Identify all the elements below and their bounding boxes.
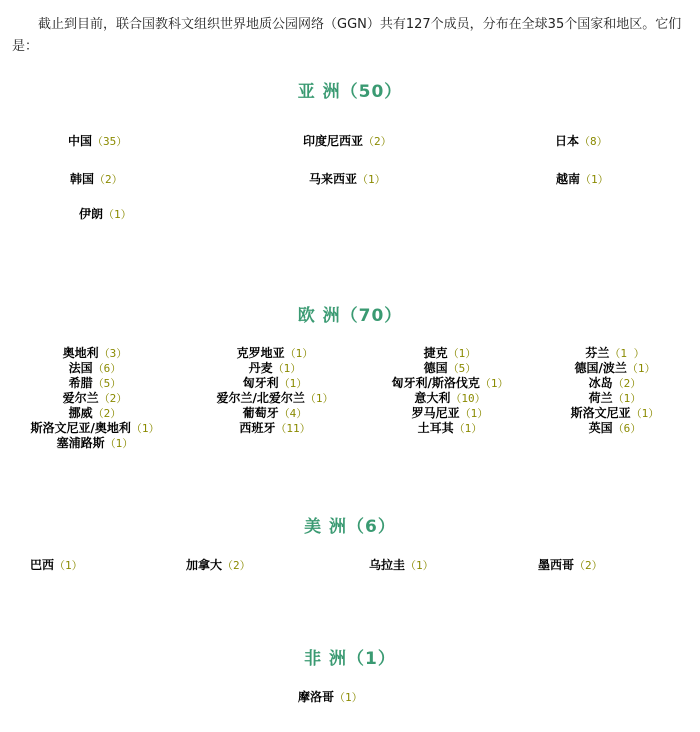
country-count: （1） <box>405 559 434 572</box>
country-name: 冰岛 <box>588 376 613 390</box>
country-name: 乌拉圭 <box>369 558 406 572</box>
country-count: （1 ） <box>609 347 645 360</box>
country-name: 摩洛哥 <box>298 690 335 704</box>
intro-paragraph: 截止到目前，联合国教科文组织世界地质公园网络（GGN）共有127个成员，分布在全球35个国家和地区。它们是： <box>12 17 682 54</box>
country-entry <box>68 134 127 149</box>
country-entry <box>79 207 132 222</box>
country-count: （1） <box>626 362 656 375</box>
country-count: （1） <box>284 347 314 360</box>
country-count: （35） <box>92 135 128 148</box>
europe-column-2 <box>190 346 360 436</box>
country-count: （2） <box>94 173 123 186</box>
country-count: （1） <box>459 407 489 420</box>
europe-column-3 <box>370 346 530 436</box>
country-entry <box>10 346 180 361</box>
country-count: （1） <box>580 173 609 186</box>
country-name: 巴西 <box>30 558 55 572</box>
europe-heading: 欧 洲（70） <box>297 306 403 326</box>
country-count: （3） <box>98 347 128 360</box>
country-name: 罗马尼亚 <box>411 406 460 420</box>
country-name: 匈牙利 <box>242 376 279 390</box>
country-name: 奥地利 <box>62 346 99 360</box>
country-entry <box>540 391 690 406</box>
europe-column-1 <box>10 346 180 451</box>
country-name: 土耳其 <box>417 421 454 435</box>
country-name: 爱尔兰/北爱尔兰 <box>216 391 305 405</box>
country-entry <box>370 406 530 421</box>
country-name: 马来西亚 <box>309 172 358 186</box>
country-name: 葡萄牙 <box>242 406 279 420</box>
country-count: （1） <box>54 559 83 572</box>
country-entry <box>370 346 530 361</box>
country-count: （1） <box>104 437 134 450</box>
country-name: 意大利 <box>414 391 451 405</box>
country-name: 法国 <box>68 361 93 375</box>
country-entry <box>190 376 360 391</box>
country-name: 韩国 <box>70 172 95 186</box>
country-count: （2） <box>92 407 122 420</box>
country-count: （1） <box>334 691 363 704</box>
country-name: 墨西哥 <box>538 558 575 572</box>
country-name: 塞浦路斯 <box>56 436 105 450</box>
country-name: 加拿大 <box>186 558 223 572</box>
country-count: （10） <box>450 392 486 405</box>
country-name: 中国 <box>68 134 93 148</box>
country-entry <box>10 391 180 406</box>
country-entry <box>186 558 251 573</box>
country-entry <box>370 421 530 436</box>
country-count: （4） <box>278 407 308 420</box>
country-entry <box>540 346 690 361</box>
europe-column-4 <box>540 346 690 436</box>
country-name: 希腊 <box>68 376 93 390</box>
country-entry <box>190 421 360 436</box>
country-count: （1） <box>103 208 132 221</box>
country-entry <box>556 172 609 187</box>
country-entry <box>540 376 690 391</box>
country-name: 日本 <box>555 134 580 148</box>
country-name: 捷克 <box>423 346 448 360</box>
country-count: （2） <box>574 559 603 572</box>
country-name: 荷兰 <box>588 391 613 405</box>
country-entry <box>190 406 360 421</box>
country-name: 爱尔兰 <box>62 391 99 405</box>
country-entry <box>369 558 434 573</box>
country-count: （2） <box>222 559 251 572</box>
country-entry <box>190 346 360 361</box>
country-name: 斯洛文尼亚 <box>570 406 631 420</box>
country-count: （11） <box>275 422 311 435</box>
country-entry <box>298 690 363 705</box>
country-entry <box>190 391 360 406</box>
country-count: （1） <box>453 422 483 435</box>
country-name: 西班牙 <box>239 421 276 435</box>
country-count: （6） <box>612 422 642 435</box>
country-entry <box>309 172 386 187</box>
country-count: （2） <box>612 377 642 390</box>
country-name: 印度尼西亚 <box>303 134 364 148</box>
country-name: 斯洛文尼亚/奥地利 <box>30 421 131 435</box>
country-count: （5） <box>92 377 122 390</box>
country-name: 英国 <box>588 421 613 435</box>
country-count: （5） <box>447 362 477 375</box>
country-entry <box>540 421 690 436</box>
country-entry <box>540 406 690 421</box>
country-entry <box>555 134 608 149</box>
country-name: 丹麦 <box>248 361 273 375</box>
country-entry <box>10 436 180 451</box>
asia-heading: 亚 洲（50） <box>297 82 403 102</box>
country-entry <box>540 361 690 376</box>
country-entry <box>538 558 603 573</box>
country-name: 德国 <box>423 361 448 375</box>
country-name: 匈牙利/斯洛伐克 <box>391 376 480 390</box>
country-count: （1） <box>479 377 509 390</box>
country-entry <box>10 421 180 436</box>
country-count: （8） <box>579 135 608 148</box>
america-heading: 美 洲（6） <box>304 517 396 537</box>
country-entry <box>370 361 530 376</box>
country-count: （1） <box>630 407 660 420</box>
country-entry <box>370 376 530 391</box>
country-name: 德国/波兰 <box>574 361 627 375</box>
country-entry <box>30 558 83 573</box>
country-count: （1） <box>357 173 386 186</box>
country-count: （6） <box>92 362 122 375</box>
country-name: 伊朗 <box>79 207 104 221</box>
country-entry <box>10 406 180 421</box>
country-count: （1） <box>304 392 334 405</box>
country-entry <box>370 391 530 406</box>
country-name: 挪威 <box>68 406 93 420</box>
country-count: （1） <box>130 422 160 435</box>
africa-heading: 非 洲（1） <box>304 649 396 669</box>
country-count: （1） <box>278 377 308 390</box>
country-name: 越南 <box>556 172 581 186</box>
country-count: （1） <box>612 392 642 405</box>
country-count: （2） <box>363 135 392 148</box>
country-count: （1） <box>447 347 477 360</box>
country-entry <box>10 376 180 391</box>
country-count: （1） <box>272 362 302 375</box>
country-count: （2） <box>98 392 128 405</box>
country-name: 克罗地亚 <box>236 346 285 360</box>
country-name: 芬兰 <box>585 346 610 360</box>
country-entry <box>303 134 392 149</box>
country-entry <box>10 361 180 376</box>
country-entry <box>70 172 123 187</box>
country-entry <box>190 361 360 376</box>
